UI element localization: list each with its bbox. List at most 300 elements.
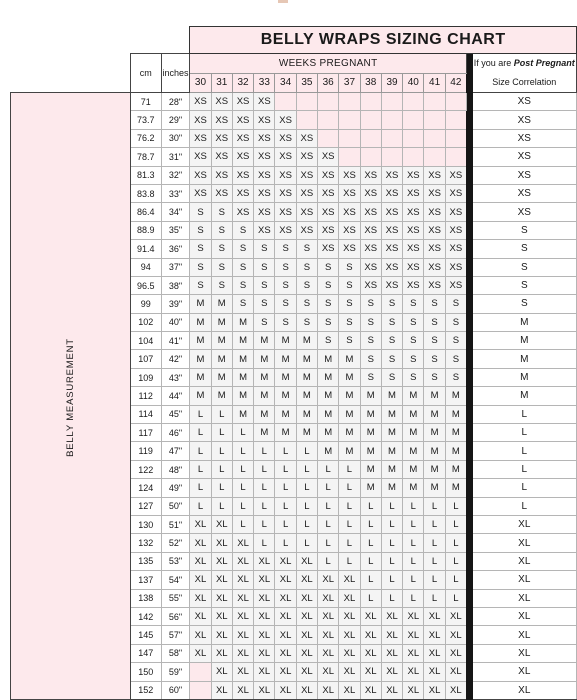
size-cell: XL bbox=[190, 589, 211, 607]
size-cell: S bbox=[190, 240, 211, 258]
week-header: 33 bbox=[254, 73, 275, 93]
size-cell: M bbox=[190, 332, 211, 350]
size-cell: L bbox=[360, 497, 381, 515]
size-cell: M bbox=[296, 387, 317, 405]
size-cell: XS bbox=[339, 184, 360, 202]
size-cell: XL bbox=[424, 644, 445, 662]
inches-value: 56" bbox=[161, 607, 190, 625]
size-cell: XL bbox=[318, 589, 339, 607]
size-cell: L bbox=[339, 552, 360, 570]
size-cell: M bbox=[424, 424, 445, 442]
size-cell: XS bbox=[445, 203, 466, 221]
size-cell: M bbox=[445, 479, 466, 497]
size-cell: L bbox=[211, 479, 232, 497]
size-cell: L bbox=[318, 534, 339, 552]
size-cell: M bbox=[403, 405, 424, 423]
size-cell: XL bbox=[403, 681, 424, 699]
size-cell: M bbox=[232, 332, 253, 350]
size-cell: XS bbox=[360, 184, 381, 202]
size-cell: S bbox=[232, 258, 253, 276]
size-cell: XS bbox=[424, 166, 445, 184]
size-cell: XS bbox=[275, 166, 296, 184]
size-cell: M bbox=[381, 405, 402, 423]
size-cell: S bbox=[381, 368, 402, 386]
size-cell: XS bbox=[275, 111, 296, 129]
size-cell: L bbox=[190, 405, 211, 423]
cm-value: 114 bbox=[130, 405, 161, 423]
size-cell: XL bbox=[275, 663, 296, 681]
cm-value: 124 bbox=[130, 479, 161, 497]
post-pregnant-size: XL bbox=[472, 515, 576, 533]
size-correlation-label: Size Correlation bbox=[492, 77, 557, 87]
size-cell: S bbox=[275, 240, 296, 258]
size-cell: L bbox=[254, 497, 275, 515]
size-cell: XS bbox=[296, 129, 317, 147]
size-cell: S bbox=[403, 368, 424, 386]
size-cell: S bbox=[211, 240, 232, 258]
size-cell: L bbox=[403, 571, 424, 589]
cm-value: 142 bbox=[130, 607, 161, 625]
size-cell: L bbox=[381, 571, 402, 589]
size-cell: XL bbox=[360, 663, 381, 681]
week-header: 40 bbox=[403, 73, 424, 93]
size-cell bbox=[360, 148, 381, 166]
post-pregnant-emphasis: Post Pregnant bbox=[513, 58, 575, 68]
size-cell: L bbox=[445, 497, 466, 515]
size-cell: L bbox=[275, 460, 296, 478]
cm-value: 109 bbox=[130, 368, 161, 386]
size-cell: S bbox=[360, 295, 381, 313]
size-cell: S bbox=[318, 258, 339, 276]
size-cell: XL bbox=[211, 607, 232, 625]
size-cell bbox=[339, 93, 360, 111]
size-cell bbox=[424, 129, 445, 147]
size-cell: M bbox=[211, 368, 232, 386]
size-cell: XL bbox=[360, 644, 381, 662]
week-header: 36 bbox=[318, 73, 339, 93]
size-cell: M bbox=[275, 387, 296, 405]
inches-value: 47" bbox=[161, 442, 190, 460]
post-pregnant-size: L bbox=[472, 424, 576, 442]
size-cell: L bbox=[424, 534, 445, 552]
size-cell: S bbox=[424, 350, 445, 368]
size-cell: XS bbox=[254, 166, 275, 184]
size-cell: L bbox=[318, 460, 339, 478]
size-cell bbox=[381, 148, 402, 166]
size-cell: XL bbox=[424, 663, 445, 681]
size-cell: XS bbox=[190, 184, 211, 202]
week-header: 31 bbox=[211, 73, 232, 93]
size-cell: L bbox=[445, 552, 466, 570]
inches-header: inches bbox=[161, 54, 190, 93]
size-cell: M bbox=[360, 387, 381, 405]
size-cell: S bbox=[211, 221, 232, 239]
size-cell: XL bbox=[232, 571, 253, 589]
cm-value: 127 bbox=[130, 497, 161, 515]
size-cell: L bbox=[296, 442, 317, 460]
size-cell: XS bbox=[232, 166, 253, 184]
size-cell: S bbox=[360, 313, 381, 331]
size-cell: L bbox=[360, 534, 381, 552]
size-cell: S bbox=[190, 203, 211, 221]
size-cell: L bbox=[424, 571, 445, 589]
size-cell: M bbox=[296, 350, 317, 368]
size-cell: XL bbox=[232, 534, 253, 552]
size-cell: S bbox=[339, 258, 360, 276]
size-cell: L bbox=[296, 460, 317, 478]
size-cell: XS bbox=[211, 184, 232, 202]
size-cell: XS bbox=[211, 166, 232, 184]
header-blank bbox=[11, 54, 131, 74]
size-cell: XL bbox=[211, 515, 232, 533]
size-cell: XS bbox=[318, 240, 339, 258]
week-header: 41 bbox=[424, 73, 445, 93]
size-cell: XS bbox=[190, 148, 211, 166]
cm-value: 76.2 bbox=[130, 129, 161, 147]
size-cell: S bbox=[211, 276, 232, 294]
size-cell: XS bbox=[254, 93, 275, 111]
inches-value: 45" bbox=[161, 405, 190, 423]
size-cell: XS bbox=[403, 221, 424, 239]
size-cell: XS bbox=[445, 276, 466, 294]
size-cell: L bbox=[190, 460, 211, 478]
chart-title: BELLY WRAPS SIZING CHART bbox=[190, 27, 577, 54]
size-cell: XS bbox=[232, 129, 253, 147]
size-cell bbox=[445, 93, 466, 111]
size-cell: L bbox=[339, 479, 360, 497]
week-header: 37 bbox=[339, 73, 360, 93]
week-header: 34 bbox=[275, 73, 296, 93]
size-cell: XS bbox=[381, 240, 402, 258]
size-cell: M bbox=[211, 295, 232, 313]
size-cell: L bbox=[232, 497, 253, 515]
size-cell: XS bbox=[318, 203, 339, 221]
cm-value: 104 bbox=[130, 332, 161, 350]
size-cell: XL bbox=[360, 626, 381, 644]
size-cell: M bbox=[424, 405, 445, 423]
size-cell: L bbox=[339, 460, 360, 478]
size-cell: L bbox=[318, 515, 339, 533]
size-cell: L bbox=[318, 479, 339, 497]
size-cell: S bbox=[339, 276, 360, 294]
size-cell: XS bbox=[403, 166, 424, 184]
size-cell: M bbox=[254, 387, 275, 405]
size-cell: XS bbox=[445, 166, 466, 184]
size-cell: L bbox=[232, 460, 253, 478]
inches-value: 58" bbox=[161, 644, 190, 662]
cm-value: 150 bbox=[130, 663, 161, 681]
inches-value: 43" bbox=[161, 368, 190, 386]
size-cell: M bbox=[360, 405, 381, 423]
size-cell: XL bbox=[254, 644, 275, 662]
size-cell: XS bbox=[211, 111, 232, 129]
size-cell: XS bbox=[232, 148, 253, 166]
size-cell: XS bbox=[424, 203, 445, 221]
size-cell: M bbox=[339, 405, 360, 423]
inches-value: 38" bbox=[161, 276, 190, 294]
size-cell: XL bbox=[211, 644, 232, 662]
size-cell: S bbox=[445, 295, 466, 313]
size-cell: XL bbox=[339, 571, 360, 589]
size-cell: L bbox=[318, 497, 339, 515]
size-cell: XS bbox=[275, 129, 296, 147]
size-cell: XS bbox=[211, 129, 232, 147]
inches-value: 36" bbox=[161, 240, 190, 258]
size-cell: S bbox=[360, 350, 381, 368]
size-cell: S bbox=[190, 276, 211, 294]
size-cell: S bbox=[318, 295, 339, 313]
inches-value: 30" bbox=[161, 129, 190, 147]
size-cell: XL bbox=[275, 626, 296, 644]
size-cell: M bbox=[445, 387, 466, 405]
size-cell: S bbox=[275, 258, 296, 276]
size-cell: M bbox=[254, 350, 275, 368]
size-cell: XS bbox=[403, 240, 424, 258]
cm-value: 132 bbox=[130, 534, 161, 552]
size-cell: XL bbox=[445, 663, 466, 681]
week-header: 32 bbox=[232, 73, 253, 93]
size-cell: XL bbox=[232, 607, 253, 625]
size-cell: XS bbox=[360, 203, 381, 221]
size-cell: S bbox=[381, 313, 402, 331]
size-cell bbox=[424, 111, 445, 129]
size-cell: M bbox=[403, 424, 424, 442]
post-pregnant-size: XL bbox=[472, 571, 576, 589]
size-cell: XL bbox=[445, 626, 466, 644]
post-pregnant-size: XS bbox=[472, 129, 576, 147]
post-pregnant-size: M bbox=[472, 313, 576, 331]
cm-value: 81.3 bbox=[130, 166, 161, 184]
post-pregnant-size: S bbox=[472, 240, 576, 258]
size-cell: L bbox=[275, 534, 296, 552]
size-cell: XS bbox=[190, 129, 211, 147]
size-cell bbox=[381, 129, 402, 147]
size-cell bbox=[296, 111, 317, 129]
size-cell: S bbox=[318, 313, 339, 331]
size-cell: XS bbox=[211, 93, 232, 111]
post-pregnant-size: XL bbox=[472, 552, 576, 570]
size-cell: S bbox=[254, 313, 275, 331]
size-cell: M bbox=[339, 350, 360, 368]
cm-value: 145 bbox=[130, 626, 161, 644]
size-cell: XS bbox=[254, 129, 275, 147]
size-cell: L bbox=[360, 589, 381, 607]
size-cell: M bbox=[318, 405, 339, 423]
size-cell bbox=[339, 148, 360, 166]
week-header: 38 bbox=[360, 73, 381, 93]
size-cell: L bbox=[403, 589, 424, 607]
size-cell: L bbox=[424, 515, 445, 533]
size-cell: XS bbox=[211, 148, 232, 166]
size-cell: XS bbox=[232, 184, 253, 202]
cm-value: 102 bbox=[130, 313, 161, 331]
size-cell: M bbox=[190, 313, 211, 331]
post-pregnant-size: M bbox=[472, 350, 576, 368]
size-cell: XL bbox=[254, 663, 275, 681]
size-cell: XS bbox=[381, 203, 402, 221]
size-cell: S bbox=[296, 258, 317, 276]
post-pregnant-size: M bbox=[472, 368, 576, 386]
size-cell: M bbox=[275, 424, 296, 442]
size-cell: L bbox=[190, 442, 211, 460]
inches-value: 55" bbox=[161, 589, 190, 607]
size-cell: S bbox=[211, 203, 232, 221]
size-cell: L bbox=[403, 552, 424, 570]
size-cell: XL bbox=[339, 681, 360, 699]
inches-value: 51" bbox=[161, 515, 190, 533]
size-cell: M bbox=[360, 424, 381, 442]
size-cell: S bbox=[445, 313, 466, 331]
size-cell: XS bbox=[360, 258, 381, 276]
size-cell: M bbox=[211, 387, 232, 405]
size-cell: M bbox=[339, 387, 360, 405]
size-cell: S bbox=[275, 295, 296, 313]
size-cell: S bbox=[403, 350, 424, 368]
size-cell: M bbox=[424, 479, 445, 497]
size-cell: L bbox=[254, 515, 275, 533]
size-cell: M bbox=[381, 479, 402, 497]
size-cell: L bbox=[296, 534, 317, 552]
size-cell: L bbox=[403, 534, 424, 552]
post-pregnant-size: XS bbox=[472, 184, 576, 202]
belly-measurement-label: BELLY MEASUREMENT bbox=[64, 338, 76, 457]
size-cell: XS bbox=[339, 203, 360, 221]
size-cell: S bbox=[424, 313, 445, 331]
size-cell: M bbox=[360, 442, 381, 460]
size-cell: L bbox=[381, 534, 402, 552]
size-cell: XL bbox=[190, 626, 211, 644]
size-cell bbox=[445, 148, 466, 166]
size-cell: S bbox=[339, 313, 360, 331]
size-cell: XS bbox=[360, 240, 381, 258]
size-cell: S bbox=[211, 258, 232, 276]
belly-measurement-label-cell bbox=[11, 93, 131, 700]
size-cell: L bbox=[339, 534, 360, 552]
size-cell: M bbox=[254, 332, 275, 350]
size-cell: XS bbox=[339, 240, 360, 258]
size-cell: L bbox=[445, 534, 466, 552]
post-pregnant-size: XS bbox=[472, 166, 576, 184]
size-cell: XL bbox=[232, 589, 253, 607]
cm-value: 130 bbox=[130, 515, 161, 533]
size-cell: S bbox=[381, 332, 402, 350]
inches-value: 33" bbox=[161, 184, 190, 202]
inches-value: 53" bbox=[161, 552, 190, 570]
size-cell: S bbox=[254, 276, 275, 294]
size-cell: XL bbox=[339, 644, 360, 662]
size-cell: XL bbox=[318, 571, 339, 589]
size-cell: M bbox=[232, 350, 253, 368]
size-cell: XS bbox=[360, 221, 381, 239]
post-pregnant-size: XL bbox=[472, 607, 576, 625]
size-cell: XL bbox=[403, 663, 424, 681]
size-cell: S bbox=[275, 276, 296, 294]
size-cell: L bbox=[445, 515, 466, 533]
size-cell: L bbox=[445, 571, 466, 589]
size-cell: XL bbox=[232, 681, 253, 699]
inches-value: 28" bbox=[161, 93, 190, 111]
size-cell: XS bbox=[381, 258, 402, 276]
size-cell: M bbox=[403, 442, 424, 460]
size-cell: M bbox=[275, 405, 296, 423]
size-cell: XL bbox=[424, 626, 445, 644]
size-cell: M bbox=[232, 368, 253, 386]
size-cell: M bbox=[318, 442, 339, 460]
size-cell: XL bbox=[424, 607, 445, 625]
size-cell: M bbox=[275, 368, 296, 386]
size-cell: L bbox=[360, 552, 381, 570]
inches-value: 46" bbox=[161, 424, 190, 442]
inches-value: 52" bbox=[161, 534, 190, 552]
size-cell: L bbox=[424, 497, 445, 515]
size-cell bbox=[403, 93, 424, 111]
size-cell: XS bbox=[232, 203, 253, 221]
size-cell: XS bbox=[318, 166, 339, 184]
size-cell: XS bbox=[232, 93, 253, 111]
size-cell: XL bbox=[211, 663, 232, 681]
size-cell: XL bbox=[190, 644, 211, 662]
size-cell: XS bbox=[445, 184, 466, 202]
size-cell: XL bbox=[318, 681, 339, 699]
size-cell: XL bbox=[190, 515, 211, 533]
size-cell: S bbox=[339, 332, 360, 350]
size-cell bbox=[190, 681, 211, 699]
size-cell bbox=[424, 148, 445, 166]
post-pregnant-size: M bbox=[472, 332, 576, 350]
size-cell: XL bbox=[211, 552, 232, 570]
size-cell: M bbox=[318, 424, 339, 442]
size-cell: XL bbox=[190, 534, 211, 552]
size-cell: XS bbox=[424, 240, 445, 258]
size-cell: XL bbox=[275, 681, 296, 699]
size-cell: S bbox=[318, 332, 339, 350]
size-cell: XS bbox=[403, 276, 424, 294]
size-cell: XS bbox=[296, 221, 317, 239]
post-pregnant-size: S bbox=[472, 276, 576, 294]
size-cell bbox=[318, 111, 339, 129]
post-pregnant-prefix: If you are bbox=[473, 58, 514, 68]
size-cell: M bbox=[254, 405, 275, 423]
size-cell: M bbox=[254, 368, 275, 386]
size-cell: S bbox=[445, 332, 466, 350]
size-cell: XS bbox=[296, 148, 317, 166]
size-cell: XL bbox=[254, 552, 275, 570]
size-cell: M bbox=[403, 460, 424, 478]
size-cell: L bbox=[232, 515, 253, 533]
size-cell: M bbox=[211, 350, 232, 368]
size-cell: S bbox=[360, 332, 381, 350]
size-cell: XL bbox=[296, 589, 317, 607]
size-cell: XL bbox=[254, 607, 275, 625]
post-pregnant-size: XL bbox=[472, 626, 576, 644]
size-cell: XS bbox=[424, 221, 445, 239]
weeks-blank bbox=[11, 73, 131, 93]
cm-value: 152 bbox=[130, 681, 161, 699]
size-cell: M bbox=[190, 368, 211, 386]
cm-value: 73.7 bbox=[130, 111, 161, 129]
inches-value: 41" bbox=[161, 332, 190, 350]
post-pregnant-size: L bbox=[472, 405, 576, 423]
cm-value: 83.8 bbox=[130, 184, 161, 202]
size-cell: S bbox=[339, 295, 360, 313]
post-pregnant-size: L bbox=[472, 460, 576, 478]
size-cell: XL bbox=[403, 626, 424, 644]
size-cell: XS bbox=[360, 166, 381, 184]
size-cell: XS bbox=[190, 111, 211, 129]
size-cell: XL bbox=[254, 589, 275, 607]
size-cell: L bbox=[211, 442, 232, 460]
size-cell: XL bbox=[211, 571, 232, 589]
